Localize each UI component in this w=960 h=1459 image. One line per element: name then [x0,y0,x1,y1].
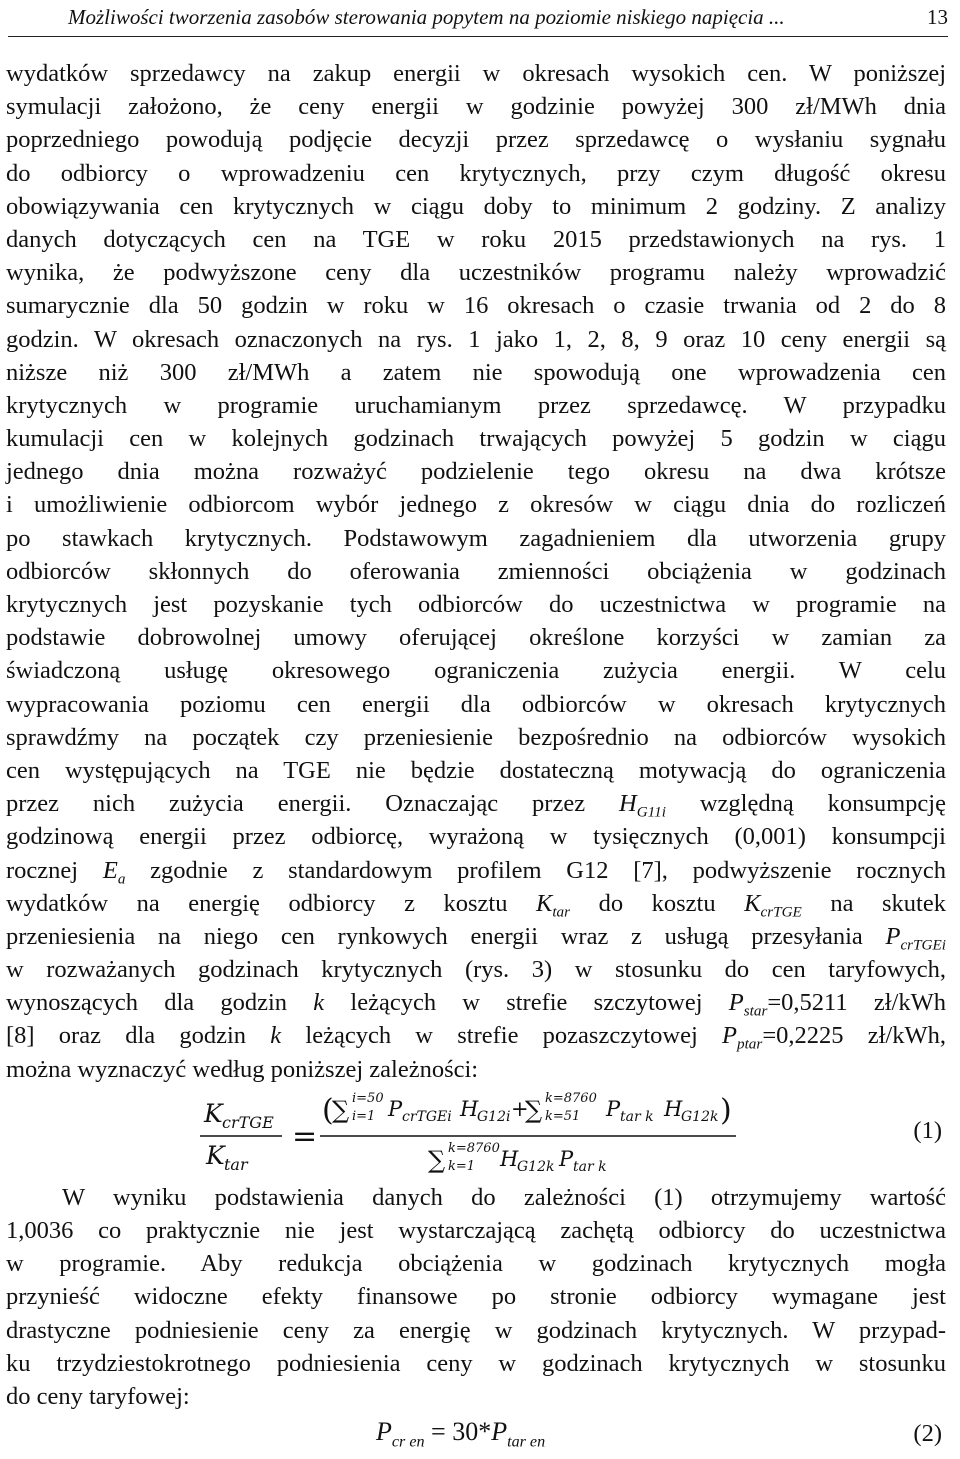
text-subscript: star [743,1002,768,1020]
text-subscript: ptar [736,1035,763,1053]
lhs-denominator-K: K [206,1140,225,1170]
num-term2-P: P [606,1096,621,1121]
text-segment: przynieść widoczne efekty finansowe po stronie odbiorcy wymagane jest [6,1283,946,1311]
num-term2-P-sub: tar k [620,1108,654,1125]
text-segment: leżących w strefie pozaszczytowej [281,1022,723,1050]
equation-1-number: (1) [913,1116,942,1144]
text-segment: podstawie dobrowolnej umowy oferującej określone korzyści w zamian za [6,624,946,652]
plus-sign: + [511,1096,529,1121]
paragraph-1 [6,57,946,1086]
lhs-numerator-K: K [204,1098,223,1128]
text-segment: ku trzydziestokrotnego podniesienia ceny w godzinach krytycznych w stosunku [6,1349,946,1377]
text-segment: sprawdźmy na początek czy przeniesienie bezpośrednio na odbiorców wysokich [6,723,946,751]
text-line [6,323,946,356]
eq2-lhs-sub: cr en [391,1433,425,1451]
lhs-numerator-sub: crTGE [222,1112,274,1132]
text-subscript: tar [552,903,571,920]
text-line [6,190,946,223]
num-term2-H: H [664,1096,683,1121]
text-line [6,488,946,521]
text-line [6,455,946,488]
text-segment: na skutek [801,889,946,917]
equation-2-number: (2) [913,1420,942,1448]
text-line [6,654,946,687]
text-segment: wydatków sprzedawcy na zakup energii w okresach wysokich cen. W poniższej [6,60,946,87]
text-line [6,1314,946,1347]
num-term1-H: H [460,1096,479,1121]
text-line [6,1347,946,1380]
lhs-denominator-sub: tar [224,1154,248,1174]
text-line [6,223,946,256]
text-line [6,787,946,820]
eq2-lhs-P: P [376,1417,392,1447]
text-line [6,986,946,1019]
eq2-equals-30: = 30* [424,1417,492,1447]
text-segment: przeniesienia na niego cen rynkowych energii wraz z usługą przesyłania [6,922,886,950]
text-segment: krytycznych w programie uruchamianym przez sprzedawcę. W przypadku [6,391,946,419]
num-term2-H-sub: G12k [681,1108,719,1125]
text-subscript: a [117,869,126,887]
eq2-rhs-P: P [491,1417,508,1447]
text-segment: niższe niż 300 zł/MWh a zatem nie spowodują one wprowadzenia cen [6,358,946,386]
text-segment: obowiązywania cen krytycznych w ciągu doby to minimum 2 godziny. Z analizy [6,192,946,220]
text-segment: cen występujących na TGE nie będzie dostateczną motywacją do ograniczenia [6,756,946,784]
num-term1-P-sub: crTGEi [402,1108,452,1125]
text-line [6,90,946,123]
paragraph-2 [6,1181,946,1413]
sum-1-upper: i=50 [352,1090,384,1106]
text-segment: odbiorców skłonnych do oferowania zmienności obciążenia w godzinach [6,557,946,585]
text-line [6,920,946,953]
text-segment: można wyznaczyć według poniższej zależności: [6,1055,479,1083]
text-line [6,1214,946,1247]
sum-3-lower: k=1 [448,1158,476,1174]
text-italic: k [313,989,325,1017]
text-segment: wynika, że podwyższone ceny dla uczestników programu należy wprowadzić [6,259,946,287]
text-subscript: crTGE [760,903,802,920]
text-segment: wypracowania poziomu cen energii dla odbiorców w okresach krytycznych [6,690,946,718]
text-line [6,1247,946,1280]
text-line [6,721,946,754]
text-segment: =0,5211 zł/kWh [767,989,946,1017]
text-line [6,754,946,787]
text-segment: i umożliwienie odbiorcom wybór jednego z okresów w ciągu dnia do rozliczeń [6,491,946,519]
equation-1-numerator [322,1091,732,1128]
close-paren: ) [720,1092,732,1128]
text-segment: krytycznych jest pozyskanie tych odbiorców do uczestnictwa w programie na [6,591,946,618]
text-line [6,289,946,322]
text-segment: w rozważanych godzinach krytycznych (rys. 3) w stosunku do cen taryfowych, [6,956,946,984]
running-header [8,2,948,32]
text-segment: przez nich zużycia energii. Oznaczając przez [6,790,619,818]
text-line [6,389,946,422]
text-line [6,522,946,555]
den-H: H [500,1146,519,1171]
sum-3-upper: k=8760 [448,1140,500,1156]
sum-2-upper: k=8760 [545,1090,597,1106]
text-line [6,621,946,654]
text-segment: sumarycznie dla 50 godzin w roku w 16 okresach o czasie trwania od 2 do 8 [6,292,946,320]
equation-1 [6,1086,946,1181]
den-P-sub: tar k [573,1158,607,1175]
num-term1-P: P [388,1096,403,1121]
text-italic: P [885,922,901,950]
text-italic: k [270,1022,282,1050]
text-segment: 1,0036 co praktycznie nie jest wystarczającą zachętą odbiorcy do uczestnictwa [6,1217,946,1244]
text-line [6,1181,946,1214]
text-segment: w programie. Aby redukcja obciążenia w godzinach krytycznych mogła [6,1250,946,1278]
text-line [6,688,946,721]
text-segment: =0,2225 zł/kWh, [762,1022,946,1050]
text-segment: wynoszących dla godzin [6,989,314,1017]
equation-1-lhs [200,1099,282,1174]
text-italic: P [722,1022,737,1050]
text-italic: H [618,790,637,818]
text-line [6,256,946,289]
text-subscript: G11i [636,803,666,821]
text-line [6,123,946,156]
text-italic: K [744,889,761,917]
equals-sign: = [292,1118,318,1154]
text-line [6,555,946,588]
equation-1-formula [196,1088,796,1180]
text-line [6,588,946,621]
text-segment: po stawkach krytycznych. Podstawowym zagadnieniem dla utworzenia grupy [6,524,946,552]
text-segment: świadczoną usługę okresowego ograniczenia zużycia energii. W celu [6,657,946,685]
text-line [6,422,946,455]
running-title: Możliwości tworzenia zasobów sterowania popytem na poziomie niskiego napięcia ... [68,5,785,29]
text-segment: do ceny taryfowej: [6,1382,190,1410]
equation-2-formula [376,1415,545,1459]
text-line [6,854,946,887]
text-segment: [8] oraz dla godzin [6,1022,271,1050]
header-rule [8,36,948,37]
text-line [6,157,946,190]
den-P: P [559,1146,574,1171]
text-line [6,1380,946,1413]
sum-symbol-1: ∑ [332,1095,350,1124]
text-line [6,953,946,986]
text-line [6,1280,946,1313]
text-segment: godzinową energii przez odbiorcę, wyrażoną w tysięcznych (0,001) konsumpcji [6,823,946,851]
text-segment: danych dotyczących cen na TGE w roku 2015 przedstawionych na rys. 1 [6,225,946,253]
text-italic: P [728,989,744,1017]
text-segment: godzin. W okresach oznaczonych na rys. 1 jako 1, 2, 8, 9 oraz 10 ceny energii są [6,325,946,353]
text-segment: wydatków na energię odbiorcy z kosztu [6,889,536,917]
text-italic: K [535,889,553,917]
text-line [6,820,946,853]
text-segment: symulacji założono, że ceny energii w godzinie powyżej 300 zł/MWh dnia [6,93,946,121]
equation-2 [6,1413,946,1453]
text-segment: leżących w strefie szczytowej [324,989,729,1017]
sum-symbol-3: ∑ [428,1145,446,1174]
body-text [6,57,946,1453]
sum-1-lower: i=1 [352,1108,376,1124]
eq2-rhs-sub: tar en [507,1433,546,1451]
text-segment: jednego dnia można rozważyć podzielenie tego okresu na dwa krótsze [6,458,946,486]
text-segment: zgodnie z standardowym profilem G12 [7], podwyższenie rocznych [125,856,946,884]
text-line [6,1019,946,1052]
text-line [6,887,946,920]
text-line [6,1053,946,1086]
text-italic: E [102,856,118,884]
text-subscript: crTGEi [900,936,946,954]
open-paren: ( [322,1092,334,1128]
num-term1-H-sub: G12i [477,1108,511,1125]
equation-1-denominator [428,1141,607,1175]
sum-symbol-2: ∑ [525,1095,543,1124]
text-segment: drastyczne podniesienie ceny za energię w godzinach krytycznych. W przypad- [6,1316,946,1344]
text-segment: W wyniku podstawienia danych do zależności (1) otrzymujemy wartość [62,1183,946,1211]
text-segment: względną konsumpcję [665,790,946,818]
den-H-sub: G12k [517,1158,555,1175]
text-line [6,57,946,90]
page-number: 13 [927,5,948,29]
text-line [6,356,946,389]
text-segment: kumulacji cen w kolejnych godzinach trwających powyżej 5 godzin w ciągu [6,425,946,453]
text-segment: rocznej [6,856,103,884]
text-segment: do kosztu [570,889,745,917]
text-segment: poprzedniego powodują podjęcie decyzji przez sprzedawcę o wysłaniu sygnału [6,126,946,154]
text-segment: do odbiorcy o wprowadzeniu cen krytycznych, przy czym długość okresu [6,159,946,187]
sum-2-lower: k=51 [545,1108,581,1124]
